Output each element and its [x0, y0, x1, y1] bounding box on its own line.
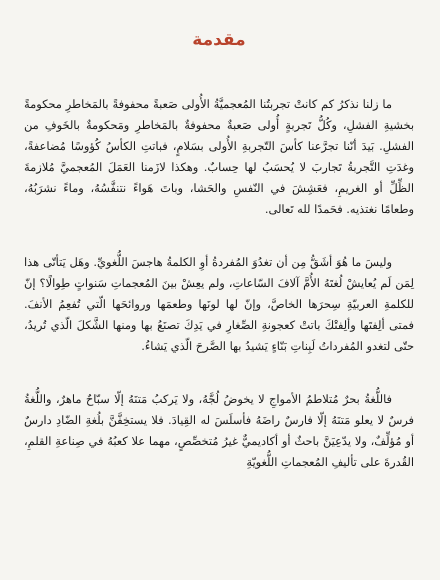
page-title: مقدمة: [192, 30, 246, 50]
paragraph-1: ما زلنا نذكرُ كم كانتْ تجربتُنا المُعجميَّةُ الأُولى صَعبةً محفوفةً بالمَخاطرِ محكومةً بخشيةِ الفشلِ، وكُلُّ تَجربةٍ أُولى صَعبةٌ محفوفةٌ بالمَخاطرِ ومَحكومةٌ بالخَوفِ من الفشلِ. بَيدَ أنّنا تجرَّعنا كأسَ التّجربةِ الأُولى بسَلامٍ، فباتتِ الكأسُ كُؤوسًا مُضاعفةً، وغدَتِ التَّجربةُ تَجاربَ لا يُحسَبُ لها حِسابٌ. وهكذا لازَمنا العَمَلَ المُعجميَّ مُلازمةَ الظِّلِّ أو الغريمِ، فعَشِشَ في النّفسِ والحَشا، وباتَ هَواءً نتنفَّسُهُ، وماءً نشرَبُهُ، وطعامًا نغتذيه. فحَمدًا لله تَعالى.: [24, 97, 414, 216]
paragraph-3: فاللُّغةُ بحرٌ مُتلاطمُ الأمواجِ لا يخوضُ لُجَّهُ، ولا يَركبُ مَتنَهُ إلّا سبّاحٌ ماهرٌ، واللُّغةُ فرسٌ لا يعلو مَتنَهُ إلّا فارسٌ راضَهُ فأسلَسَ له القِيادَ. فلا يستخِفَّنَّ بلُغةِ الضّادِ دارسٌ أو مُؤلِّفٌ، ولا يدّعِيَنَّ باحثٌ أو أكاديميٌّ غيرُ مُتخصِّصٍ، مهما علا كعبُهُ في صِناعةِ القلمِ، القُدرةَ على تأليفِ المُعجماتِ اللُّغويّةِ: [24, 392, 414, 469]
paragraph-2: وليسَ ما هُوَ أشَقُّ مِن أن تغدُوَ المُفردةُ أوِ الكلمةُ هاجسَ اللُّغويِّ. وهَل يَتأتّى هذا لِمَن لَم يُعايشْ لُغتَهُ الأُمَّ آلافَ السّاعاتِ، ولم يعِشْ بينَ المُعجماتِ سَنواتٍ طِوالًا؟ إنّ للكلمةِ العربيّةِ سِحرَها الخاصَّ، وإنّ لها لونَها وطعمَها وروائحَها الّتي تُفعِمُ الأنفَ. فمتى ألِفتَها وألِفتْكَ باتتْ كعجونةِ الصِّغارِ في يَدِكَ تصنَعُ بها ومنها الشَّكلَ الّذي تُريدُ، حتّى لتغدو المُفرداتُ لَبِناتِ بَنّاءٍ يَشيدُ بها الصَّرحَ الّذي يَشاءُ.: [24, 255, 414, 353]
